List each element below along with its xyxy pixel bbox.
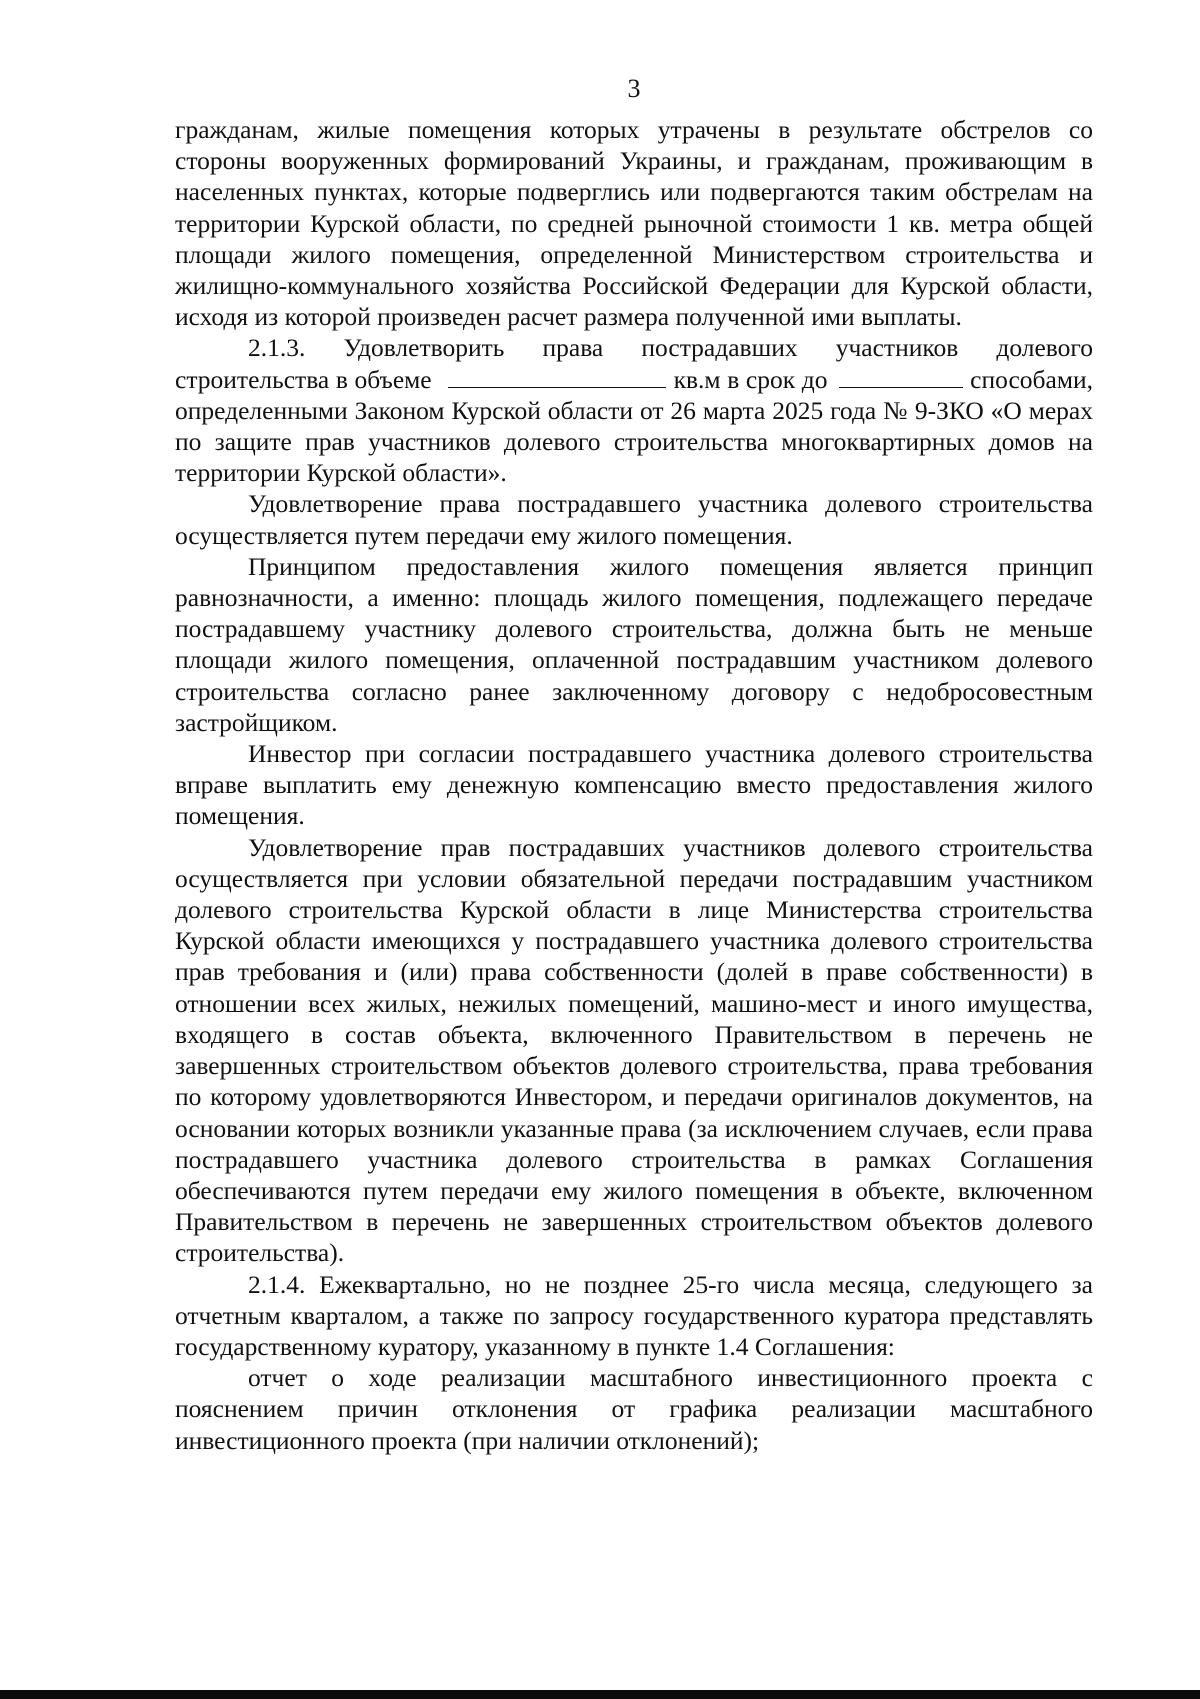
paragraph-satisfaction: Удовлетворение права пострадавшего участника долевого строительства осуществляется путем передачи ему жилого помещения.	[175, 489, 1093, 550]
scan-edge-border	[0, 1690, 1200, 1699]
paragraph-report: отчет о ходе реализации масштабного инвестиционного проекта с пояснением причин отклонения от графика реализации масштабного инвестиционного проекта (при наличии отклонений);	[175, 1363, 1093, 1455]
clause-2-1-3-unit-text: кв.м в срок до	[673, 364, 828, 394]
paragraph-clause-2-1-3	[175, 332, 1093, 488]
paragraph-rights-transfer: Удовлетворение прав пострадавших участников долевого строительства осуществляется при условии обязательной передачи пострадавшим участником долевого строительства Курской области в лице Министерства строительства Курской области имеющихся у пострадавшего участника долевого строительства прав требования и (или) права собственности (долей в праве собственности) в отношении всех жилых, нежилых помещений, машино-мест и иного имущества, входящего в состав объекта, включенного Правительством в перечень не завершенных строительством объектов долевого строительства, права требования по которому удовлетворяются Инвестором, и передачи оригиналов документов, на основании которых возникли указанные права (за исключением случаев, если права пострадавшего участника долевого строительства в рамках Соглашения обеспечиваются путем передачи ему жилого помещения в объекте, включенном Правительством в перечень не завершенных строительством объектов долевого строительства).	[175, 832, 1093, 1268]
paragraph-investor-compensation: Инвестор при согласии пострадавшего участника долевого строительства вправе выплатить ему денежную компенсацию вместо предоставления жилого помещения.	[175, 739, 1093, 831]
paragraph-clause-2-1-4: 2.1.4. Ежеквартально, но не позднее 25-го числа месяца, следующего за отчетным кварталом, а также по запросу государственного куратора представлять государственному куратору, указанному в пункте 1.4 Соглашения:	[175, 1269, 1093, 1361]
document-body	[175, 114, 1093, 1456]
page-number: 3	[627, 74, 641, 103]
paragraph-equivalence-principle: Принципом предоставления жилого помещения является принцип равнозначности, а именно: площадь жилого помещения, подлежащего передаче пострадавшему участнику долевого строительства, должна быть не меньше площади жилого помещения, оплаченной пострадавшим участником долевого строительства согласно ранее заключенному договору с недобросовестным застройщиком.	[175, 551, 1093, 737]
volume-blank-line	[448, 365, 666, 388]
deadline-blank-line	[839, 365, 963, 388]
paragraph-continuation: гражданам, жилые помещения которых утрачены в результате обстрелов со стороны вооруженных формирований Украины, и гражданам, проживающим в населенных пунктах, которые подверглись или подвергаются таким обстрелам на территории Курской области, по средней рыночной стоимости 1 кв. метра общей площади жилого помещения, определенной Министерством строительства и жилищно-коммунального хозяйства Российской Федерации для Курской области, исходя из которой произведен расчет размера полученной ими выплаты.	[175, 115, 1093, 332]
clause-2-1-3-text: 2.1.3. Удовлетворить права пострадавших участников долевого строительства в объеме	[175, 333, 1093, 394]
clause-2-1-3-methods-text: способами, определенными Законом Курской области от 26 марта 2025 года № 9-ЗКО «О мерах по защите прав участников долевого строительства многоквартирных домов на территории Курской области».	[175, 364, 1093, 488]
